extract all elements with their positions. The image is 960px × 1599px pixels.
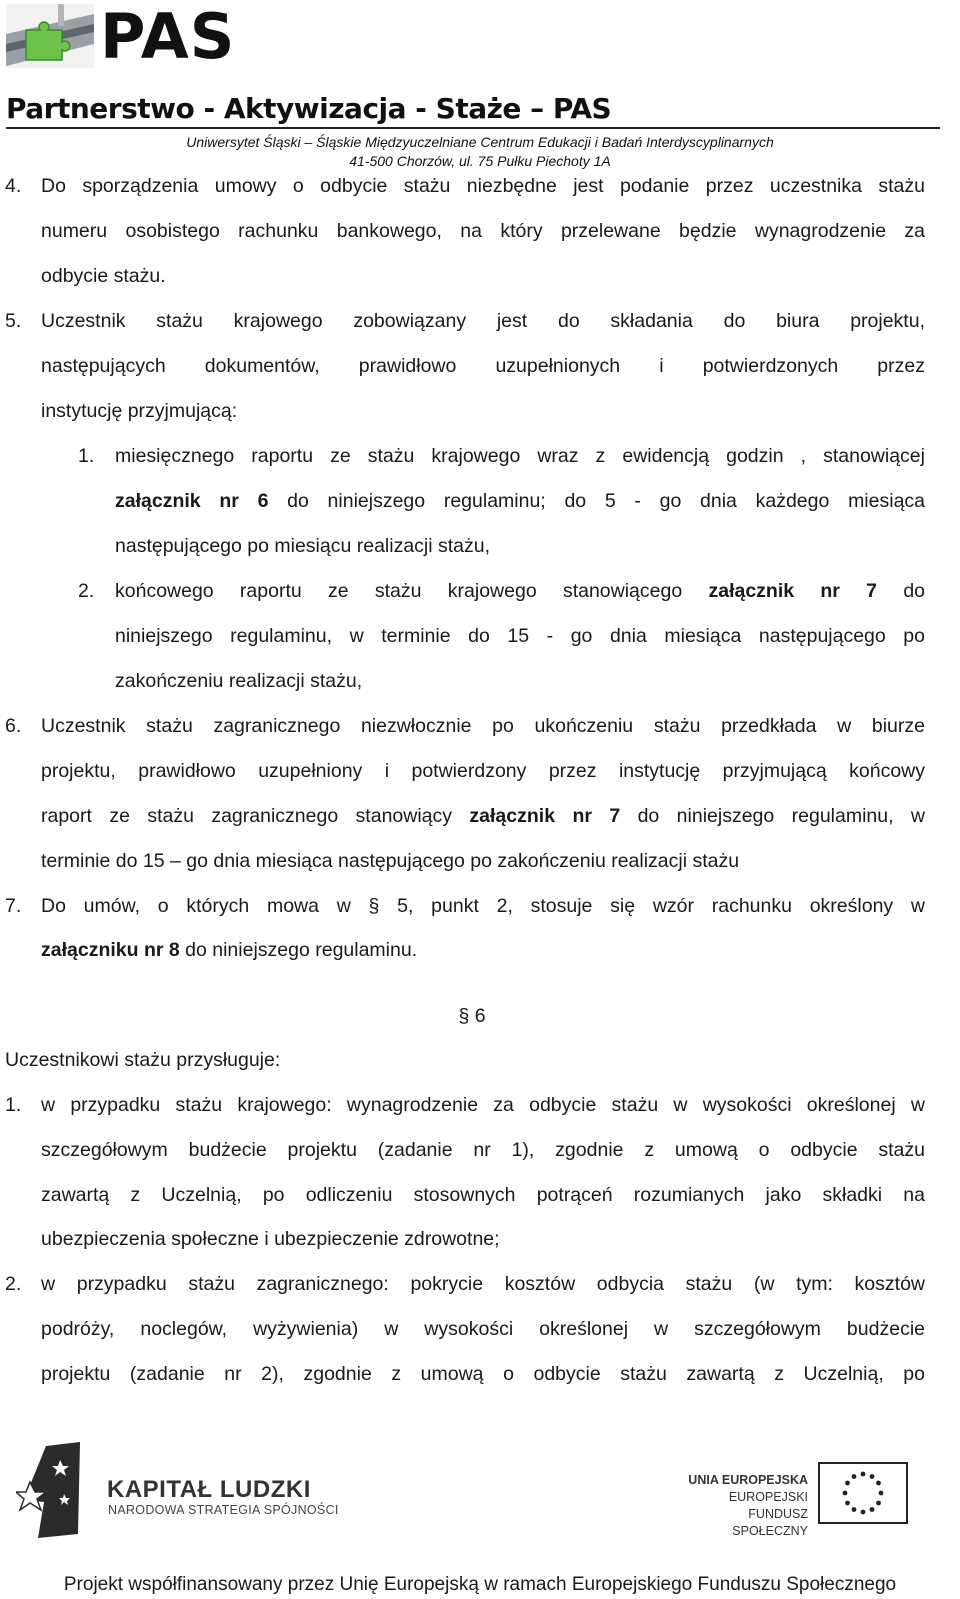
attachment-ref: załącznik nr 6 — [115, 490, 269, 512]
list-number: 4. — [5, 175, 22, 197]
project-tagline: Partnerstwo - Aktywizacja - Staże – PAS — [6, 92, 612, 125]
sublist-number: 2. — [78, 580, 95, 602]
document-header — [0, 0, 960, 170]
document-footer — [0, 1440, 960, 1599]
cofinancing-note: Projekt współfinansowany przez Unię Europejską w ramach Europejskiego Funduszu Społecznego — [63, 1574, 897, 1595]
attachment-ref: załącznik nr 7 — [469, 805, 621, 827]
brand-title: PAS — [100, 0, 236, 73]
list-item-text: terminie do 15 – go dnia miesiąca następującego po zakończeniu realizacji stażu — [41, 850, 740, 872]
section-heading: § 6 — [458, 1005, 486, 1027]
eu-label: UNIA EUROPEJSKA EUROPEJSKI FUNDUSZ SPOŁECZNY — [688, 1473, 808, 1538]
eu-flag-icon — [818, 1462, 908, 1524]
attachment-ref: załącznik nr 7 — [708, 580, 878, 602]
list-item-text: w przypadku stażu krajowego: wynagrodzenie za odbycie stażu w wysokości określonej w — [41, 1094, 925, 1116]
institution-name: Uniwersytet Śląski – Śląskie Międzyuczelniane Centrum Edukacji i Badań Interdyscyplinarnych — [186, 134, 774, 150]
list-number: 5. — [5, 310, 22, 332]
list-number: 2. — [5, 1273, 22, 1295]
list-item-text: podróży, noclegów, wyżywienia) w wysokości określonej w szczegółowym budżecie — [41, 1318, 925, 1340]
sublist-item-text: załącznik nr 6 do niniejszego regulaminu; do 5 - go dnia każdego miesiąca — [115, 490, 926, 512]
header-divider — [6, 127, 940, 129]
list-item-text: ubezpieczenia społeczne i ubezpieczenie zdrowotne; — [41, 1228, 500, 1250]
list-item-text: instytucję przyjmującą: — [41, 400, 238, 422]
list-item-text: szczegółowym budżecie projektu (zadanie nr 1), zgodnie z umową o odbycie stażu — [41, 1139, 925, 1161]
list-item-text: Uczestnik stażu zagranicznego niezwłocznie po ukończeniu stażu przedkłada w biurze — [41, 715, 925, 737]
list-item-text: Uczestnik stażu krajowego zobowiązany jest do składania do biura projektu, — [41, 310, 925, 332]
kapital-ludzki-logo-icon — [16, 1442, 88, 1540]
kl-title: KAPITAŁ LUDZKI — [107, 1476, 311, 1503]
sublist-item-text: niniejszego regulaminu, w terminie do 15 - go dnia miesiąca następującego po — [115, 625, 925, 647]
section-intro: Uczestnikowi stażu przysługuje: — [5, 1049, 281, 1071]
sublist-item-text: zakończeniu realizacji stażu, — [115, 670, 363, 692]
sublist-item-text: następującego po miesiącu realizacji stażu, — [115, 535, 491, 557]
list-item-text: Do umów, o których mowa w § 5, punkt 2, stosuje się wzór rachunku określony w — [41, 895, 925, 917]
list-item-text: załączniku nr 8 do niniejszego regulaminu. — [41, 939, 418, 961]
puzzle-logo-icon — [6, 4, 94, 68]
list-item-text: następujących dokumentów, prawidłowo uzupełnionych i potwierdzonych przez — [41, 355, 925, 377]
list-item-text: projektu (zadanie nr 2), zgodnie z umową o odbycie stażu zawartą z Uczelnią, po — [41, 1363, 925, 1385]
list-item-text: Do sporządzenia umowy o odbycie stażu niezbędne jest podanie przez uczestnika stażu — [41, 175, 925, 197]
list-number: 7. — [5, 895, 22, 917]
institution-address: 41-500 Chorzów, ul. 75 Pułku Piechoty 1A — [349, 153, 611, 169]
kl-subtitle: NARODOWA STRATEGIA SPÓJNOŚCI — [108, 1503, 339, 1517]
list-item-text: w przypadku stażu zagranicznego: pokrycie kosztów odbycia stażu (w tym: kosztów — [41, 1273, 925, 1295]
list-item-text: odbycie stażu. — [41, 265, 166, 287]
list-number: 1. — [5, 1094, 22, 1116]
list-item-text: projektu, prawidłowo uzupełniony i potwierdzony przez instytucję przyjmującą końcowy — [41, 760, 925, 782]
attachment-ref: załączniku nr 8 — [41, 939, 180, 961]
list-item-text: raport ze stażu zagranicznego stanowiący załącznik nr 7 do niniejszego regulaminu, w — [41, 805, 925, 827]
list-number: 6. — [5, 715, 22, 737]
sublist-number: 1. — [78, 445, 95, 467]
sublist-item-text: końcowego raportu ze stażu krajowego stanowiącego załącznik nr 7 do — [115, 580, 926, 602]
list-item-text: numeru osobistego rachunku bankowego, na który przelewane będzie wynagrodzenie za — [41, 220, 925, 242]
sublist-item-text: miesięcznego raportu ze stażu krajowego wraz z ewidencją godzin , stanowiącej — [115, 445, 925, 467]
list-item-text: zawartą z Uczelnią, po odliczeniu stosownych potrąceń rozumianych jako składki na — [41, 1184, 925, 1206]
